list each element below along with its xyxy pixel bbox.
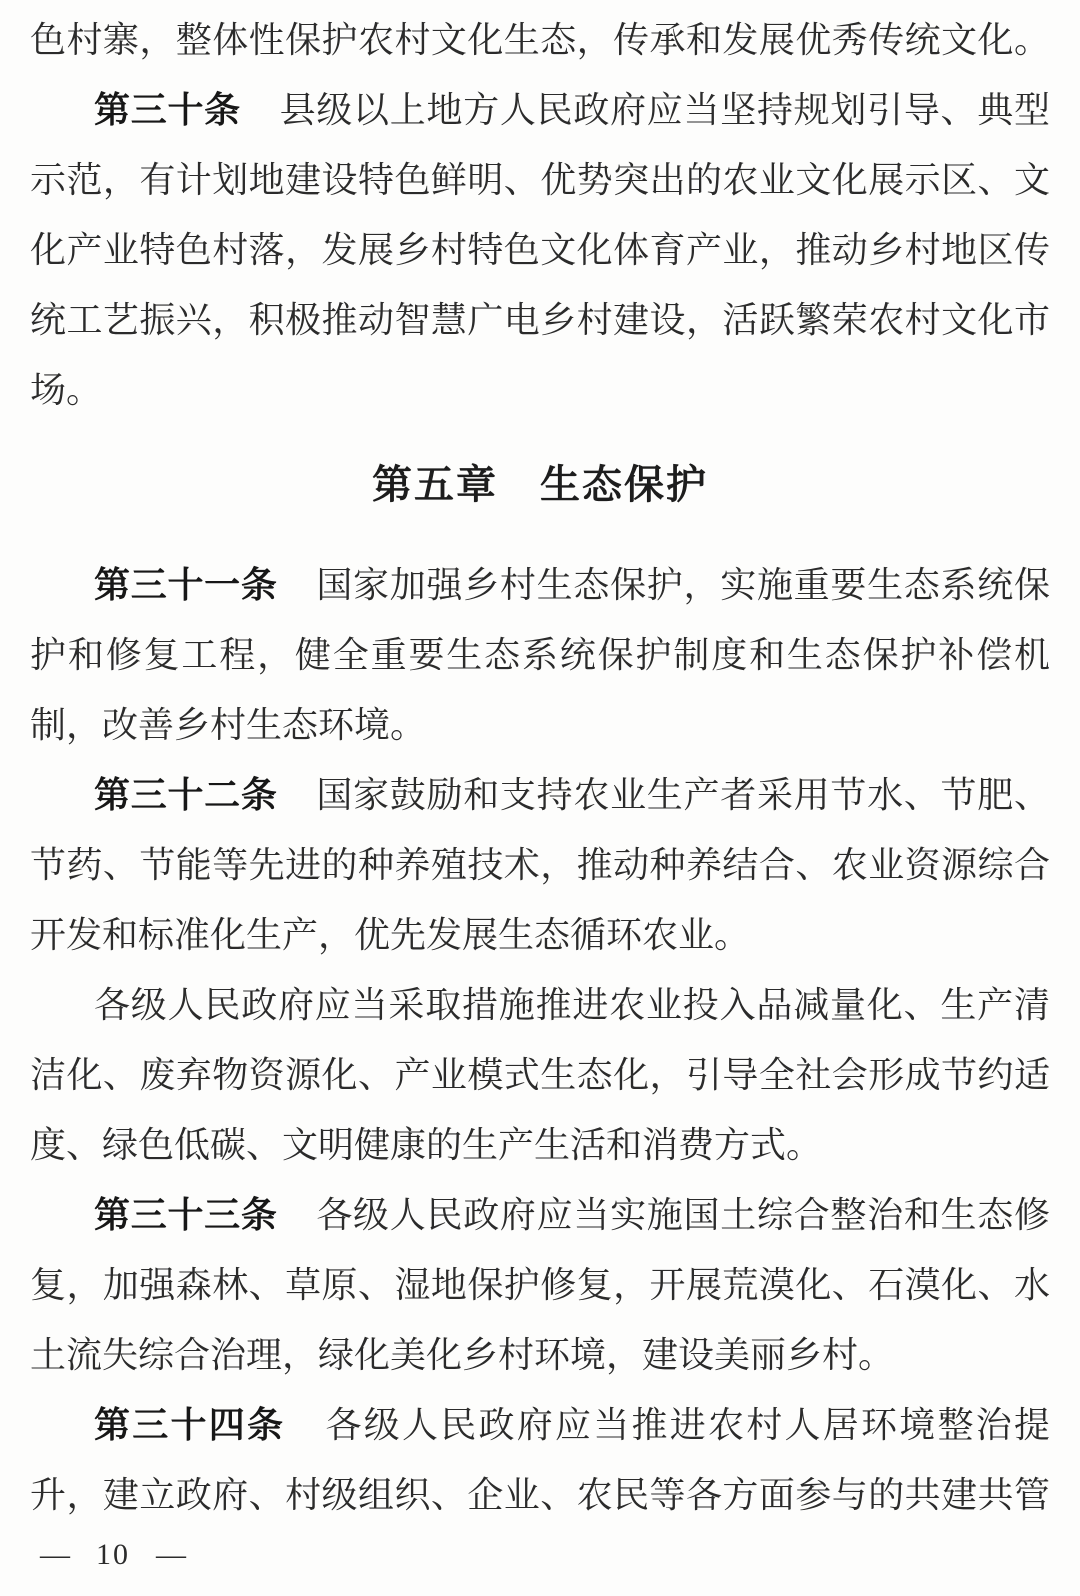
line-text: 护和修复工程，健全重要生态系统保护制度和生态保护补偿机 (30, 635, 1050, 675)
text-line (30, 5, 1050, 75)
text-line (30, 1040, 1050, 1110)
line-text: 场。 (30, 370, 103, 410)
document-lines (30, 5, 1050, 1530)
text-line (30, 1110, 1050, 1180)
text-line (30, 760, 1050, 830)
text-line (30, 830, 1050, 900)
line-text: 开发和标准化生产，优先发展生态循环农业。 (30, 915, 751, 955)
line-text: 复，加强森林、草原、湿地保护修复，开展荒漠化、石漠化、水 (30, 1265, 1050, 1305)
line-text: 县级以上地方人民政府应当坚持规划引导、典型 (278, 90, 1050, 130)
text-line (30, 285, 1050, 355)
line-text: 土流失综合治理，绿化美化乡村环境，建设美丽乡村。 (30, 1335, 895, 1375)
text-line (30, 690, 1050, 760)
footer-dash-left: — (40, 1538, 70, 1571)
text-line (30, 1390, 1050, 1460)
text-line (30, 215, 1050, 285)
page-number: 10 (96, 1538, 130, 1571)
line-text: 制，改善乡村生态环境。 (30, 705, 427, 745)
text-line (30, 970, 1050, 1040)
chapter-heading (30, 450, 1050, 520)
line-text: 各级人民政府应当采取措施推进农业投入品减量化、生产清 (94, 985, 1050, 1025)
line-text: 节药、节能等先进的种养殖技术，推动种养结合、农业资源综合 (30, 845, 1050, 885)
text-line (30, 1250, 1050, 1320)
line-text: 度、绿色低碳、文明健康的生产生活和消费方式。 (30, 1125, 823, 1165)
article-number: 第三十二条 (94, 774, 278, 815)
text-line (30, 145, 1050, 215)
article-number: 第三十一条 (94, 564, 278, 605)
line-text: 洁化、废弃物资源化、产业模式生态化，引导全社会形成节约适 (30, 1055, 1050, 1095)
article-number: 第三十四条 (94, 1404, 286, 1445)
line-text: 示范，有计划地建设特色鲜明、优势突出的农业文化展示区、文 (30, 160, 1050, 200)
text-line (30, 550, 1050, 620)
text-line (30, 620, 1050, 690)
line-text: 统工艺振兴，积极推动智慧广电乡村建设，活跃繁荣农村文化市 (30, 300, 1050, 340)
page-footer (40, 1538, 186, 1572)
line-text: 第五章 生态保护 (372, 463, 708, 507)
text-line (30, 900, 1050, 970)
line-text: 国家鼓励和支持农业生产者采用节水、节肥、 (315, 775, 1050, 815)
footer-dash-right: — (156, 1538, 186, 1571)
text-line (30, 1180, 1050, 1250)
line-text: 各级人民政府应当实施国土综合整治和生态修 (315, 1195, 1050, 1235)
line-text: 化产业特色村落，发展乡村特色文化体育产业，推动乡村地区传 (30, 230, 1050, 270)
line-text: 各级人民政府应当推进农村人居环境整治提 (323, 1405, 1050, 1445)
text-line (30, 355, 1050, 425)
text-line (30, 1460, 1050, 1530)
article-number: 第三十条 (94, 89, 241, 130)
line-text: 升，建立政府、村级组织、企业、农民等各方面参与的共建共管 (30, 1475, 1050, 1515)
article-number: 第三十三条 (94, 1194, 278, 1235)
line-text: 国家加强乡村生态保护，实施重要生态系统保 (315, 565, 1050, 605)
line-text: 色村寨，整体性保护农村文化生态，传承和发展优秀传统文化。 (30, 20, 1050, 60)
text-line (30, 75, 1050, 145)
text-line (30, 1320, 1050, 1390)
